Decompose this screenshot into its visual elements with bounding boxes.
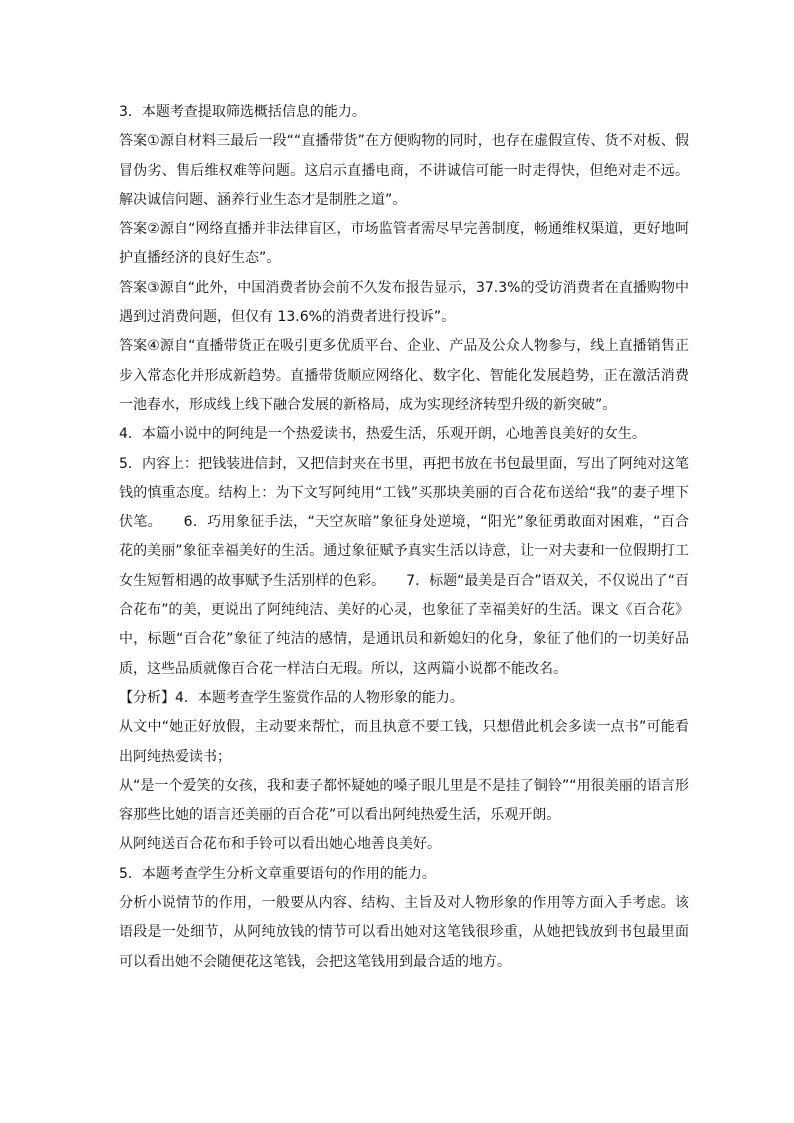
paragraph-analysis-heading: 【分析】4．本题考查学生鉴赏作品的人物形象的能力。 <box>119 689 464 706</box>
paragraph-q4-answer: 4．本篇小说中的阿纯是一个热爱读书，热爱生活，乐观开朗，心地善良美好的女生。 <box>119 426 646 443</box>
paragraph-q5-analysis-heading: 5．本题考查学生分析文章重要语句的作用的能力。 <box>119 865 436 882</box>
document-body <box>119 98 689 977</box>
paragraph-answer-3: 答案③源自“此外，中国消费者协会前不久发布报告显示，37.3%的受访消费者在直播购物中遇到过消费问题，但仅有 13.6%的消费者进行投诉”。 <box>119 279 689 326</box>
paragraph-q3-heading: 3．本题考查提取筛选概括信息的能力。 <box>119 104 366 120</box>
paragraph-answer-2: 答案②源自“网络直播并非法律盲区，市场监管者需尽早完善制度，畅通维权渠道，更好地呵护直播经济的良好生态”。 <box>119 221 689 267</box>
paragraph-analysis-reading: 从文中“她正好放假，主动要来帮忙，而且执意不要工钱，只想借此机会多读一点书”可能看出阿纯热爱读书； <box>119 719 689 765</box>
paragraph-analysis-life: 从“是一个爱笑的女孩，我和妻子都怀疑她的嗓子眼儿里是不是挂了铜铃”“用很美丽的语言形容那些比她的语言还美丽的百合花”可以看出阿纯热爱生活，乐观开朗。 <box>119 777 689 824</box>
paragraph-answer-1: 答案①源自材料三最后一段““直播带货”在方便购物的同时，也存在虚假宣传、货不对板、假冒伪劣、售后维权难等问题。这启示直播电商，不讲诚信可能一时走得快，但绝对走不远。解决诚信问题、涵养行业生态才是制胜之道”。 <box>119 133 689 208</box>
paragraph-q5-analysis-body: 分析小说情节的作用，一般要从内容、结构、主旨及对人物形象的作用等方面入手考虑。该语段是一处细节，从阿纯放钱的情节可以看出她对这笔钱很珍重，从她把钱放到书包最里面可以看出她不会随便花这笔钱，会把这笔钱用到最合适的地方。 <box>119 895 689 970</box>
paragraph-analysis-kindness: 从阿纯送百合花布和手铃可以看出她心地善良美好。 <box>119 836 441 853</box>
paragraph-answer-4: 答案④源自“直播带货正在吸引更多优质平台、企业、产品及公众人物参与，线上直播销售正步入常态化并形成新趋势。直播带货顺应网络化、数字化、智能化发展趋势，正在激活消费一池春水，形成线上线下融合发展的新格局，成为实现经济转型升级的新突破”。 <box>119 338 689 413</box>
paragraph-q5-q6-q7-answers: 5．内容上：把钱装进信封，又把信封夹在书里，再把书放在书包最里面，写出了阿纯对这笔钱的慎重态度。结构上：为下文写阿纯用“工钱”买那块美丽的百合花布送给“我”的妻子埋下伏笔。 6．巧用象征手法，“天空灰暗”象征身处逆境，“阳光”象征勇敢面对困难，“百合花的美丽”象征幸福美好的生活。通过象征赋予真实生活以诗意，让一对夫妻和一位假期打工女生短暂相遇的故事赋予生活别样的色彩。 7．标题“最美是百合”语双关，不仅说出了“百合花布”的美，更说出了阿纯纯洁、美好的心灵，也象征了幸福美好的生活。课文《百合花》中，标题“百合花”象征了纯洁的感情，是通讯员和新媳妇的化身，象征了他们的一切美好品质，这些品质就像百合花一样洁白无瑕。所以，这两篇小说都不能改名。 <box>119 455 689 677</box>
